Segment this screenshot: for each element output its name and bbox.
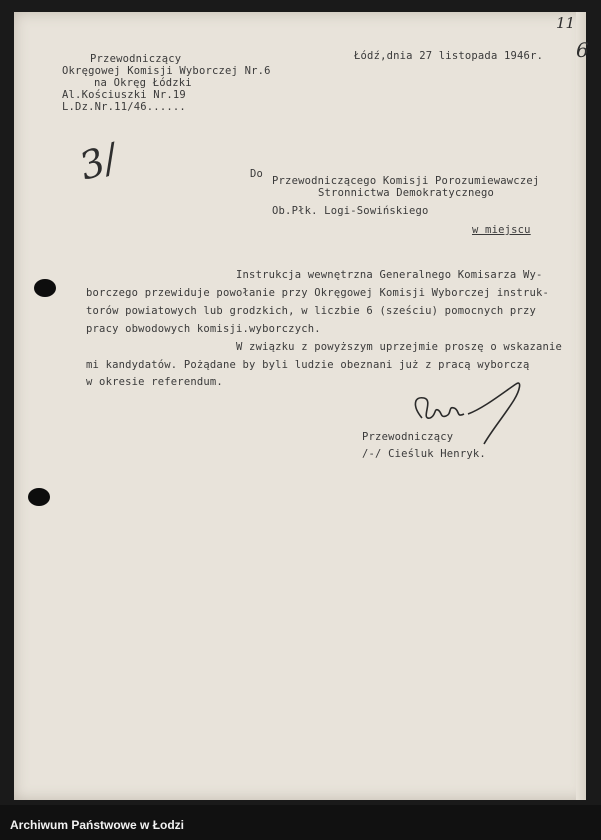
sender-title: Przewodniczący bbox=[90, 53, 182, 65]
sender-district: na Okręg Łódzki bbox=[94, 77, 192, 89]
page-edge-shadow bbox=[576, 12, 586, 800]
signature-title: Przewodniczący bbox=[362, 431, 454, 443]
recipient-line1: Przewodniczącego Komisji Porozumiewawczej bbox=[272, 175, 540, 187]
body-line-5: W związku z powyższym uprzejmie proszę o wskazanie bbox=[236, 341, 563, 353]
recipient-line2: Stronnictwa Demokratycznego bbox=[318, 187, 495, 199]
body-line-2: borczego przewiduje powołanie przy Okręgowej Komisji Wyborczej instruk- bbox=[86, 287, 550, 299]
punch-hole-bottom bbox=[28, 488, 50, 506]
handwritten-number-mark: 3/ bbox=[74, 135, 123, 189]
body-line-3: torów powiatowych lub grodzkich, w liczbie 6 (sześciu) pomocnych przy bbox=[86, 305, 536, 317]
archive-footer bbox=[0, 805, 601, 840]
date-line: Łódź,dnia 27 listopada 1946r. bbox=[354, 50, 544, 62]
recipient-local: w miejscu bbox=[472, 224, 531, 236]
signature-name: /-/ Cieśluk Henryk. bbox=[362, 448, 486, 460]
body-line-4: pracy obwodowych komisji.wyborczych. bbox=[86, 323, 321, 335]
corner-mark-six: 6 bbox=[576, 38, 589, 62]
recipient-prefix: Do bbox=[250, 168, 264, 180]
body-line-6: mi kandydatów. Pożądane by byli ludzie obeznani już z pracą wyborczą bbox=[86, 359, 530, 371]
reference-number: L.Dz.Nr.11/46...... bbox=[62, 101, 186, 113]
sender-committee: Okręgowej Komisji Wyborczej Nr.6 bbox=[62, 65, 271, 77]
body-line-7: w okresie referendum. bbox=[86, 376, 223, 388]
corner-mark-page-number: 11 bbox=[556, 14, 576, 32]
body-line-1: Instrukcja wewnętrzna Generalnego Komisarza Wy- bbox=[236, 269, 543, 281]
recipient-line3: Ob.Płk. Logi-Sowińskiego bbox=[272, 205, 429, 217]
archive-name: Archiwum Państwowe w Łodzi bbox=[10, 818, 185, 832]
punch-hole-top bbox=[34, 279, 56, 297]
sender-address: Al.Kościuszki Nr.19 bbox=[62, 89, 186, 101]
